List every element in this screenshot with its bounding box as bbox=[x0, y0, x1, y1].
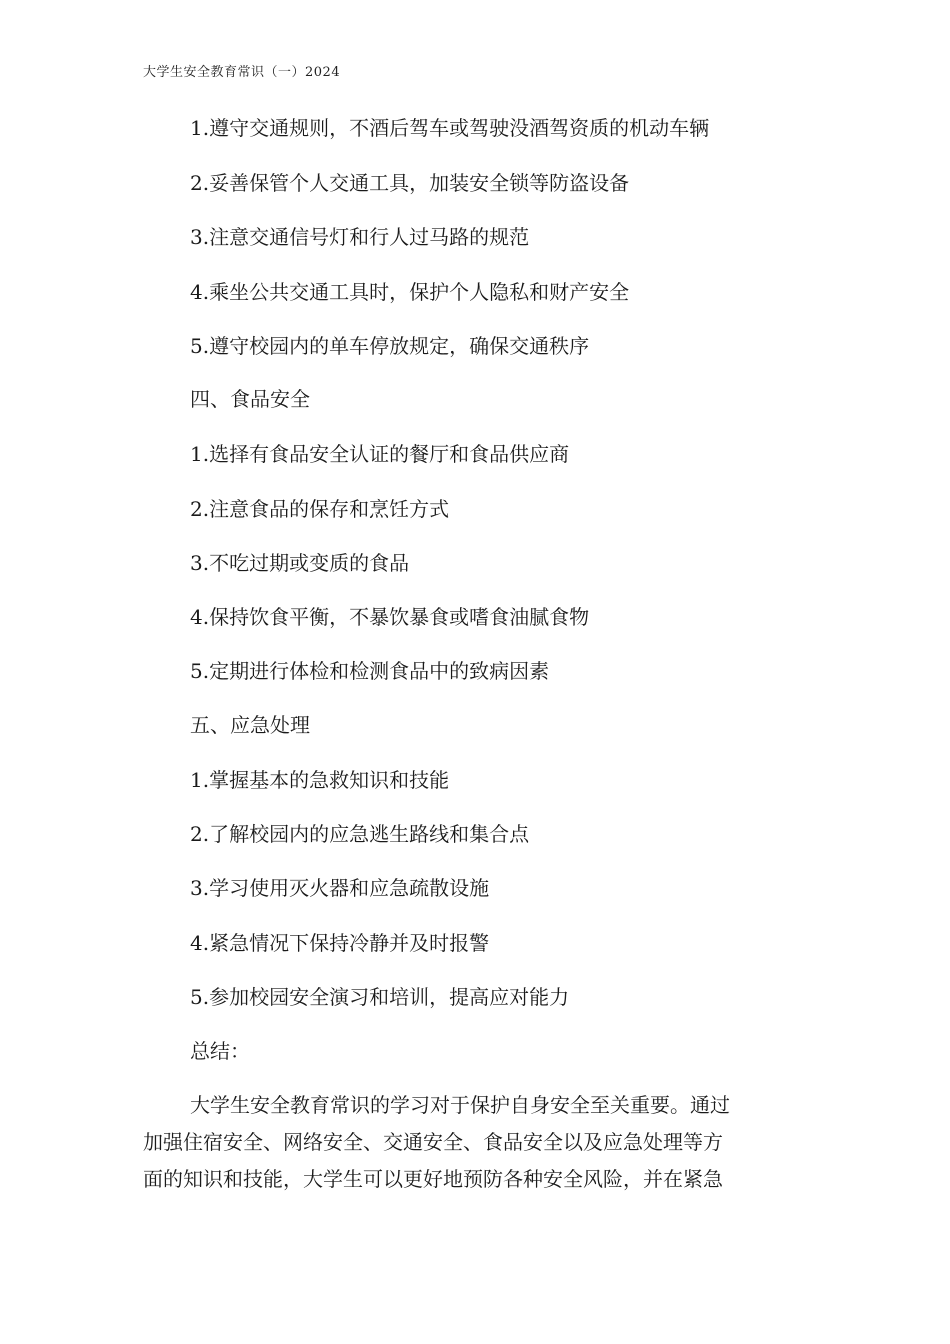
food-item-5: 5.定期进行体检和检测食品中的致病因素 bbox=[190, 659, 550, 683]
traffic-item-1: 1.遵守交通规则，不酒后驾车或驾驶没酒驾资质的机动车辆 bbox=[190, 116, 710, 140]
emergency-item-4: 4.紧急情况下保持冷静并及时报警 bbox=[190, 931, 490, 955]
traffic-item-5: 5.遵守校园内的单车停放规定，确保交通秩序 bbox=[190, 334, 590, 358]
food-section-heading: 四、食品安全 bbox=[190, 387, 310, 411]
food-item-2: 2.注意食品的保存和烹饪方式 bbox=[190, 497, 450, 521]
emergency-item-1: 1.掌握基本的急救知识和技能 bbox=[190, 768, 450, 792]
emergency-item-3: 3.学习使用灭火器和应急疏散设施 bbox=[190, 876, 490, 900]
traffic-item-2: 2.妥善保管个人交通工具，加装安全锁等防盗设备 bbox=[190, 171, 630, 195]
food-item-4: 4.保持饮食平衡，不暴饮暴食或嗜食油腻食物 bbox=[190, 605, 590, 629]
food-item-1: 1.选择有食品安全认证的餐厅和食品供应商 bbox=[190, 442, 570, 466]
summary-line-1: 大学生安全教育常识的学习对于保护自身安全至关重要。通过 bbox=[190, 1093, 730, 1117]
summary-line-2: 加强住宿安全、网络安全、交通安全、食品安全以及应急处理等方 bbox=[143, 1130, 723, 1154]
page-header: 大学生安全教育常识（一）2024 bbox=[143, 65, 341, 80]
traffic-item-3: 3.注意交通信号灯和行人过马路的规范 bbox=[190, 225, 530, 249]
summary-heading: 总结： bbox=[190, 1039, 250, 1063]
traffic-item-4: 4.乘坐公共交通工具时，保护个人隐私和财产安全 bbox=[190, 280, 630, 304]
emergency-item-5: 5.参加校园安全演习和培训，提高应对能力 bbox=[190, 985, 570, 1009]
summary-line-3: 面的知识和技能，大学生可以更好地预防各种安全风险，并在紧急 bbox=[143, 1167, 723, 1191]
food-item-3: 3.不吃过期或变质的食品 bbox=[190, 551, 410, 575]
emergency-section-heading: 五、应急处理 bbox=[190, 713, 310, 737]
emergency-item-2: 2.了解校园内的应急逃生路线和集合点 bbox=[190, 822, 530, 846]
